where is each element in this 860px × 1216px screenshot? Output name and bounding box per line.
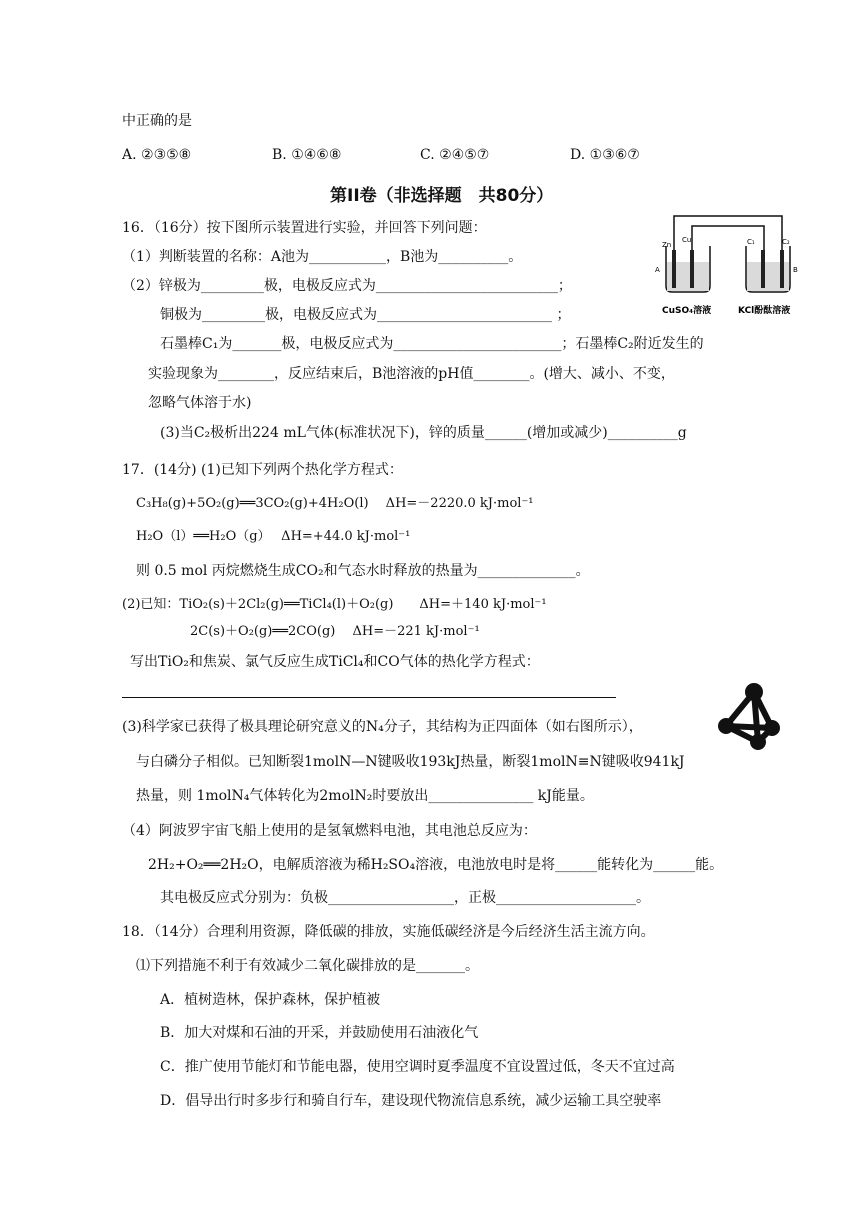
pool-a-label: A — [655, 266, 660, 274]
answer-line — [122, 697, 616, 698]
q18-head: 18．（14分）合理利用资源，降低碳的排放，实施低碳经济是今后经济生活主流方向。 — [122, 924, 655, 940]
c2-label: C₂ — [782, 238, 790, 246]
q16-line4: 石墨棒C₁为_______极，电极反应式为________________________；石墨棒C₂附近发生的 — [160, 336, 704, 352]
q18-line1: ⑴下列措施不利于有效减少二氧化碳排放的是_______。 — [136, 958, 479, 974]
q18-option-c: C．推广使用节能灯和节能电器，使用空调时夏季温度不宜设置过低，冬天不宜过高 — [160, 1059, 675, 1075]
q16-line5: 实验现象为________，反应结束后，B池溶液的pH值________。(增大、减小、不变， — [148, 366, 675, 382]
zn-label: Zn — [662, 241, 672, 249]
q16-line6: 忽略气体溶于水) — [148, 395, 252, 411]
q16-line2: （2）锌极为_________极，电极反应式为__________________________； — [122, 278, 572, 294]
option-a: A. ②③⑤⑧ — [122, 147, 192, 163]
kcl-label: KCl酚酞溶液 — [738, 306, 791, 316]
q17-part2-eq1: (2)已知：TiO₂(s)＋2Cl₂(g)══TiCl₄(l)＋O₂(g) ΔH=＋140 kJ·mol⁻¹ — [122, 597, 547, 612]
q16-head: 16．（16分）按下图所示装置进行实验，并回答下列问题： — [122, 220, 487, 236]
q17-part3-line3: 热量，则 1molN₄气体转化为2molN₂时要放出_______________ kJ能量。 — [136, 788, 594, 804]
option-c: C. ②④⑤⑦ — [420, 147, 490, 163]
q17-part4-line1: （4）阿波罗宇宙飞船上使用的是氢氧燃料电池，其电池总反应为： — [122, 823, 537, 839]
q17-part4-line3: 其电极反应式分别为：负极__________________，正极____________________。 — [160, 890, 650, 906]
q17-part2-eq2: 2C(s)＋O₂(g)══2CO(g) ΔH=－221 kJ·mol⁻¹ — [190, 624, 480, 639]
q17-part2-prompt: 写出TiO₂和焦炭、氯气反应生成TiCl₄和CO气体的热化学方程式： — [130, 654, 540, 670]
q17-head: 17．(14分) (1)已知下列两个热化学方程式： — [122, 462, 403, 478]
q16-line1: （1）判断装置的名称：A池为___________，B池为__________。 — [122, 249, 523, 265]
q17-eq1: C₃H₈(g)+5O₂(g)══3CO₂(g)+4H₂O(l) ΔH=－2220.0 kJ·mol⁻¹ — [136, 496, 534, 511]
q18-option-b: B．加大对煤和石油的开采，并鼓励使用石油液化气 — [160, 1025, 479, 1041]
pool-b-label: B — [793, 266, 798, 274]
cu-label: Cu — [682, 236, 692, 244]
option-b: B. ①④⑥⑧ — [272, 147, 342, 163]
q17-part3-line2: 与白磷分子相似。已知断裂1molN—N键吸收193kJ热量，断裂1molN≡N键吸收941kJ — [136, 754, 685, 770]
q17-part3-line1: (3)科学家已获得了极具理论研究意义的N₄分子，其结构为正四面体（如右图所示）， — [122, 719, 643, 735]
q18-option-d: D．倡导出行时多步行和骑自行车，建设现代物流信息系统，减少运输工具空驶率 — [160, 1093, 662, 1109]
electrolysis-apparatus-figure — [652, 212, 804, 322]
cuso4-label: CuSO₄溶液 — [662, 306, 712, 316]
intro-text: 中正确的是 — [122, 113, 192, 129]
q17-part4-line2: 2H₂+O₂══2H₂O，电解质溶液为稀H₂SO₄溶液，电池放电时是将______能转化为______能。 — [148, 857, 724, 873]
q18-option-a: A．植树造林，保护森林，保护植被 — [160, 992, 381, 1008]
section-title: 第II卷（非选择题 共80分） — [330, 186, 554, 206]
q17-line1: 则 0.5 mol 丙烷燃烧生成CO₂和气态水时释放的热量为______________。 — [136, 563, 590, 579]
q16-line7: (3)当C₂极析出224 mL气体(标准状况下)，锌的质量______(增加或减少)__________g — [160, 425, 687, 441]
q16-line3: 铜极为_________极，电极反应式为_________________________ ； — [160, 307, 571, 323]
n4-tetrahedron-figure — [716, 680, 786, 752]
c1-label: C₁ — [747, 238, 755, 246]
q17-eq2: H₂O（l）══H₂O（g） ΔH=+44.0 kJ·mol⁻¹ — [136, 529, 411, 544]
option-d: D. ①③⑥⑦ — [570, 147, 640, 163]
